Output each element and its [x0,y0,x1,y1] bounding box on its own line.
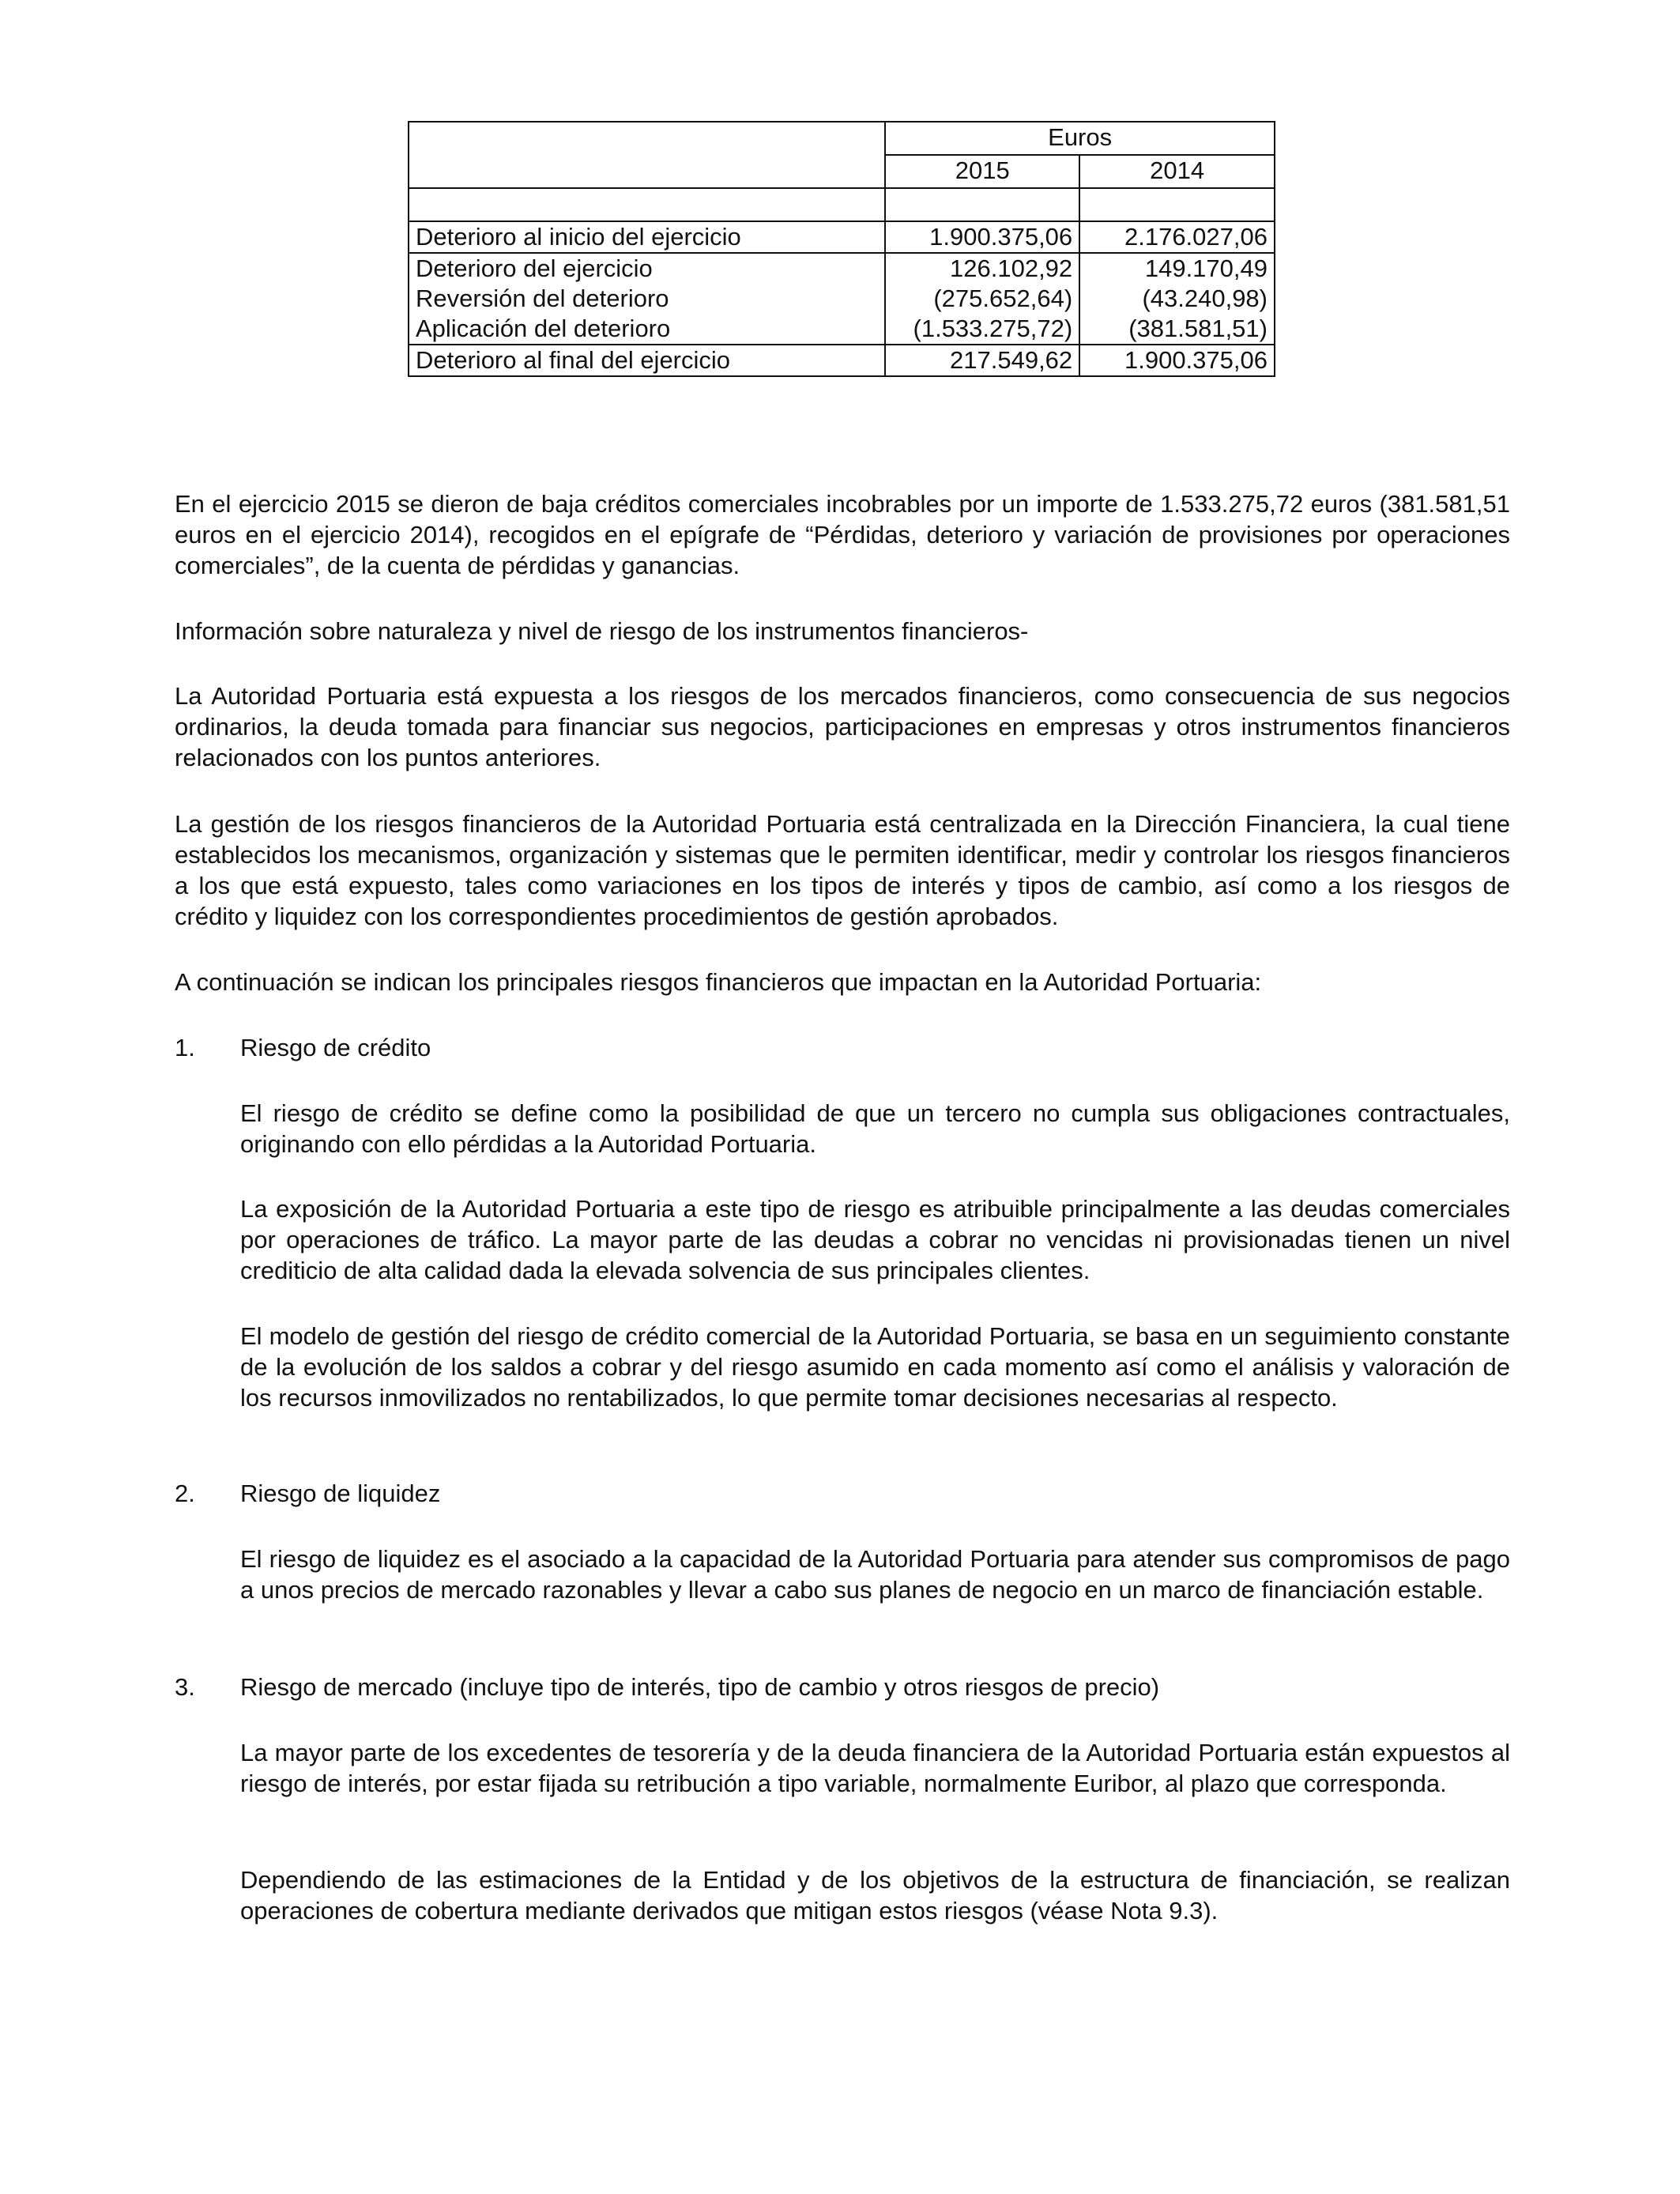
currency-header: Euros [885,122,1275,155]
risk-title-credit: Riesgo de crédito [240,1034,431,1061]
value-2014: (381.581,51) [1128,315,1268,342]
value-2015: (1.533.275,72) [913,315,1073,342]
value-2015: (275.652,64) [933,285,1073,312]
table-row-closing [409,345,1275,376]
paragraph-exposure: La Autoridad Portuaria está expuesta a los riesgos de los mercados financieros, como consecuencia de sus negocios ordinarios, la deuda tomada para financiar sus negocios, participaciones en empresas y otros instrumentos financieros relacionados con los puntos anteriores. [175,682,1510,771]
table-header-row [409,122,1275,155]
list-item-paragraph: La exposición de la Autoridad Portuaria a este tipo de riesgo es atribuible principalmente a las deudas comerciales por operaciones de tráfico. La mayor parte de las deudas a cobrar no vencidas ni provisionadas tienen un nivel crediticio de alta calidad dada la elevada solvencia de sus principales clientes. [240,1195,1510,1284]
row-label: Reversión del deterioro [416,285,669,312]
year-2015-header: 2015 [885,155,1079,188]
row-label: Aplicación del deterioro [416,315,671,342]
table-row-opening [409,221,1275,253]
table-row-movements [409,253,1275,345]
value-2015: 1.900.375,06 [885,221,1079,253]
list-item-paragraph: La mayor parte de los excedentes de tesorería y de la deuda financiera de la Autoridad Portuaria están expuestos al riesgo de interés, por estar fijada su retribución a tipo variable, normalmente Euribor, al plazo que corresponda. [240,1739,1510,1797]
list-item-paragraph: El riesgo de crédito se define como la posibilidad de que un tercero no cumpla sus obligaciones contractuales, originando con ello pérdidas a la Autoridad Portuaria. [240,1099,1510,1158]
value-2015: 126.102,92 [950,254,1073,282]
movements-2014 [1079,253,1275,345]
year-2014-header: 2014 [1079,155,1275,188]
value-2014: 1.900.375,06 [1079,345,1275,376]
table-corner-cell [409,122,885,188]
list-item-paragraph: El modelo de gestión del riesgo de crédito comercial de la Autoridad Portuaria, se basa en un seguimiento constante de la evolución de los saldos a cobrar y del riesgo asumido en cada momento así como el análisis y valoración de los recursos inmovilizados no rentabilizados, lo que permite tomar decisiones necesarias al respecto. [240,1322,1510,1412]
impairment-table [408,121,1275,377]
list-item-paragraph: El riesgo de liquidez es el asociado a la capacidad de la Autoridad Portuaria para atender sus compromisos de pago a unos precios de mercado razonables y llevar a cabo sus planes de negocio en un marco de financiación estable. [240,1545,1510,1604]
list-item-paragraph: Dependiendo de las estimaciones de la Entidad y de los objetivos de la estructura de financiación, se realizan operaciones de cobertura mediante derivados que mitigan estos riesgos (véase Nota 9.3). [240,1866,1510,1924]
list-number: 1. [175,1034,195,1061]
risk-title-market: Riesgo de mercado (incluye tipo de interés, tipo de cambio y otros riesgos de precio) [240,1673,1160,1701]
row-label: Deterioro al inicio del ejercicio [409,221,885,253]
table-spacer-row [409,188,1275,221]
list-number: 2. [175,1480,195,1507]
risk-title-liquidity: Riesgo de liquidez [240,1480,441,1507]
movements-labels [409,253,885,345]
paragraph-management: La gestión de los riesgos financieros de la Autoridad Portuaria está centralizada en la Dirección Financiera, la cual tiene establecidos los mecanismos, organización y sistemas que le permiten identificar, medir y controlar los riesgos financieros a los que está expuesto, tales como variaciones en los tipos de interés y tipos de cambio, así como a los riesgos de crédito y liquidez con los correspondientes procedimientos de gestión aprobados. [175,810,1510,930]
row-label: Deterioro al final del ejercicio [409,345,885,376]
row-label: Deterioro del ejercicio [416,254,653,282]
paragraph-intro-list: A continuación se indican los principales riesgos financieros que impactan en la Autoridad Portuaria: [175,968,1262,996]
section-heading-risk-info: Información sobre naturaleza y nivel de riesgo de los instrumentos financieros- [175,617,1029,645]
paragraph-bajas: En el ejercicio 2015 se dieron de baja créditos comerciales incobrables por un importe de 1.533.275,72 euros (381.581,51 euros en el ejercicio 2014), recogidos en el epígrafe de “Pérdidas, deterioro y variación de provisiones por operaciones comerciales”, de la cuenta de pérdidas y ganancias. [175,490,1510,579]
movements-2015 [885,253,1079,345]
list-number: 3. [175,1673,195,1701]
value-2015: 217.549,62 [885,345,1079,376]
value-2014: (43.240,98) [1142,285,1268,312]
value-2014: 149.170,49 [1144,254,1268,282]
value-2014: 2.176.027,06 [1079,221,1275,253]
